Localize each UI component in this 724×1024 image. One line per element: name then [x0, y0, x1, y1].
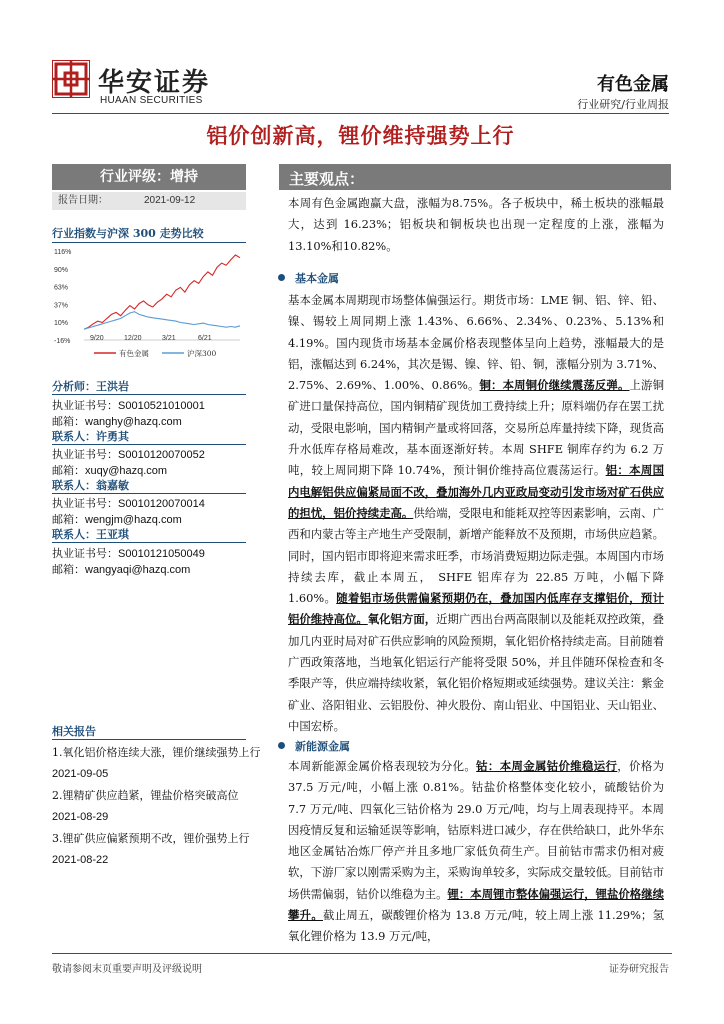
- related-report-title: 2.锂精矿供应趋紧，锂盐价格突破高位: [52, 789, 239, 802]
- new-energy-intro: 本周新能源金属价格表现较为分化。: [288, 759, 477, 773]
- report-date-label: 报告日期：: [58, 195, 108, 206]
- contact3-email-label: 邮箱：: [52, 563, 85, 576]
- logo-english: HUAAN SECURITIES: [100, 95, 203, 106]
- related-report-title: 1.氧化铝价格连续大涨，锂价继续强势上行: [52, 746, 261, 759]
- contact1-cert-label: 执业证书号：: [52, 448, 118, 461]
- analyst-email-label: 邮箱：: [52, 415, 85, 428]
- contact2-divider: [52, 493, 246, 494]
- contact2-cert: [52, 495, 205, 511]
- related-report-item[interactable]: [52, 742, 262, 785]
- bullet-dot-icon: [278, 742, 285, 749]
- copper-detail: 上游铜矿进口量保持高位，国内铜精矿现货加工费持续上升；原料端仍存在罢工扰动，受限电影响，国内精铜产量或将回落，交易所总库量持续下降，现货高升水低库存格局难改，基本面逐渐好转。本周 SHFE 铜库存约为 6.2 万吨，较上周同期下降 10.74%，预计铜价维持高位震荡运行。: [288, 378, 664, 478]
- copper-summary: 铜：本周铜价继续震荡反弹。: [479, 378, 630, 393]
- logo-mark-icon: [52, 60, 90, 98]
- new-energy-paragraph: [288, 756, 664, 948]
- legend-label-nonferrous: 有色金属: [119, 349, 149, 358]
- report-type: 行业研究/行业周报: [577, 98, 669, 111]
- related-report-date: 2021-08-22: [52, 854, 109, 866]
- index-comparison-chart: [52, 243, 246, 368]
- contact3-heading: 联系人：王亚琪: [52, 528, 129, 541]
- report-date-value: 2021-09-12: [144, 195, 196, 206]
- y-tick-label: -16%: [54, 338, 71, 345]
- cobalt-detail: ，价格为 37.5 万元/吨，小幅上涨 0.81%。钴盐价格整体变化较小，硫酸钴价为 7.7 万元/吨、四氧化三钴价格为 29.0 万元/吨，均与上周表现持平。本周因疫情反复和运输延误等影响，钴原料进口减少，存在供给缺口，此外华东地区金属钴冶炼厂停产并且多地厂家低负荷生产。目前钴市需求仍相对疲软，下游厂家以刚需采购为主，采购询单较多，实际成交量较低。目前钴市场供需偏弱，钴价以维稳为主。: [288, 759, 664, 901]
- base-metals-market: 基本金属本周期现市场整体偏强运行。期货市场：LME 铜、铝、锌、铅、镍、锡较上周同期上涨 1.43%、6.66%、2.34%、0.23%、5.13%和4.19%。国内现货市场基本金属价格表现整体呈向上趋势，涨幅最大的是铝，涨幅达到 6.24%，其次是锡、镍、锌、铅、铜，涨幅分别为 3.71%、2.75%、2.69%、1.00%、0.86%。: [288, 293, 664, 393]
- y-tick-label: 90%: [54, 266, 69, 274]
- lithium-summary: 锂：本周锂市整体偏强运行，锂盐价格继续攀升。: [288, 886, 664, 923]
- logo-text: 华安证券: [98, 68, 211, 98]
- aluminum-detail: 供给端，受限电和能耗双控等因素影响，云南、广西和内蒙古等主产地生产受限制，新增产能释放不及预期，市场供应趋紧。同时，国内铝市即将迎来需求旺季，市场消费短期边际走强。本周国内市场持续去库，截止本周五， SHFE 铝库存为 22.85 万吨，小幅下降 1.60%。: [288, 505, 664, 606]
- x-tick-label: 6/21: [198, 335, 212, 342]
- contact1-cert: [52, 446, 205, 462]
- industry-rating: 行业评级：增持: [52, 164, 246, 190]
- analyst-cert: [52, 397, 205, 413]
- analyst-email: [52, 413, 182, 429]
- related-report-date: 2021-09-05: [52, 768, 109, 780]
- y-tick-label: 10%: [54, 320, 69, 328]
- aluminum-summary: 铝：本周国内电解铝供应偏紧局面不改，叠加海外几内亚政局变动引发市场对矿石供应的担忧，铝价持续走高。: [288, 463, 664, 520]
- contact2-heading: 联系人：翁嘉敏: [52, 479, 129, 492]
- contact1-divider: [52, 444, 246, 445]
- industry-label: 有色金属: [597, 74, 669, 95]
- section-base-metals: [278, 270, 339, 286]
- related-report-title: 3.锂矿供应偏紧预期不改，锂价强势上行: [52, 832, 250, 845]
- x-tick-label: 12/20: [124, 335, 142, 342]
- contact2-cert-label: 执业证书号：: [52, 497, 118, 510]
- contact2-email-value[interactable]: wengjm@hazq.com: [85, 514, 182, 526]
- contact3-email-value[interactable]: wangyaqi@hazq.com: [85, 564, 191, 576]
- chart-title: 行业指数与沪深 300 走势比较: [52, 227, 204, 240]
- analyst-cert-no: S0010521010001: [118, 400, 205, 412]
- contact2-cert-no: S0010120070014: [118, 498, 205, 510]
- analyst-divider: [52, 394, 246, 395]
- alumina-label: 氧化铝方面，: [367, 612, 437, 627]
- y-tick-label: 63%: [54, 284, 69, 292]
- intro-paragraph: 本周有色金属跑赢大盘，涨幅为8.75%。各子板块中，稀土板块的涨幅最大，达到 16.23%；铝板块和铜板块也出现一定程度的上涨，涨幅为13.10%和10.82%。: [288, 196, 664, 253]
- contact3-cert: [52, 545, 205, 561]
- y-tick-label: 116%: [54, 249, 72, 256]
- related-report-item[interactable]: [52, 828, 262, 871]
- contact1-cert-no: S0010120070052: [118, 449, 205, 461]
- contact2-email: [52, 511, 182, 527]
- cobalt-summary: 钴：本周金属钴价维稳运行: [476, 759, 618, 773]
- aluminum-outlook: 随着铝市场供需偏紧预期仍在，叠加国内低库存支撑铝价，预计铝价维持高位。: [288, 591, 664, 627]
- alumina-detail: 近期广西出台两高限制以及能耗双控政策，叠加几内亚时局对矿石供应影响的风险预期，氧化铝价格持续走高。目前随着广西政策落地，当地氧化铝运行产能将受限 50%，并且伴随环保检查和冬季限产等，供应端持续收紧，氧化铝价格短期或延续强势。建议关注：紫金矿业、洛阳钼业、云铝股份、神火股份、南山铝业、中国铝业、天山铝业、中国宏桥。: [288, 612, 664, 733]
- series-line-nonferrous: [84, 255, 240, 329]
- footer-disclaimer: 敬请参阅末页重要声明及评级说明: [52, 964, 202, 975]
- contact1-email-label: 邮箱：: [52, 464, 85, 477]
- section-new-energy-title: 新能源金属: [295, 740, 350, 753]
- x-tick-label: 9/20: [90, 335, 104, 342]
- contact1-email: [52, 462, 167, 478]
- report-title: 铝价创新高，锂价维持强势上行: [206, 123, 515, 148]
- lithium-detail: 截止周五，碳酸锂价格为 13.8 万元/吨，较上周上涨 11.29%；氢氧化锂价格为 13.9 万元/吨，: [288, 908, 664, 944]
- main-points-heading: 主要观点：: [289, 170, 365, 188]
- analyst-cert-label: 执业证书号：: [52, 399, 118, 412]
- section-new-energy-metals: [278, 738, 350, 754]
- base-metals-paragraph: [288, 290, 664, 737]
- analyst-email-value[interactable]: wanghy@hazq.com: [85, 416, 182, 428]
- analyst-heading: 分析师：王洪岩: [52, 380, 129, 393]
- x-tick-label: 3/21: [162, 335, 176, 342]
- related-report-date: 2021-08-29: [52, 811, 109, 823]
- report-date: [52, 192, 246, 210]
- related-divider: [52, 739, 246, 740]
- contact2-email-label: 邮箱：: [52, 513, 85, 526]
- bullet-dot-icon: [278, 274, 285, 281]
- contact3-email: [52, 561, 190, 577]
- contact1-heading: 联系人：许勇其: [52, 430, 129, 443]
- legend-label-csi300: 沪深300: [187, 349, 217, 358]
- series-line-csi300: [84, 312, 240, 330]
- related-reports-heading: 相关报告: [52, 725, 96, 738]
- contact3-divider: [52, 542, 246, 543]
- related-report-item[interactable]: [52, 785, 262, 828]
- contact3-cert-no: S0010121050049: [118, 548, 205, 560]
- footer-divider: [52, 953, 672, 954]
- section-base-metals-title: 基本金属: [295, 272, 339, 285]
- main-points-bar: [279, 164, 671, 190]
- y-tick-label: 37%: [54, 302, 69, 310]
- footer-report-label: 证券研究报告: [609, 964, 669, 975]
- contact1-email-value[interactable]: xuqy@hazq.com: [85, 465, 168, 477]
- contact3-cert-label: 执业证书号：: [52, 547, 118, 560]
- header-divider: [52, 113, 669, 114]
